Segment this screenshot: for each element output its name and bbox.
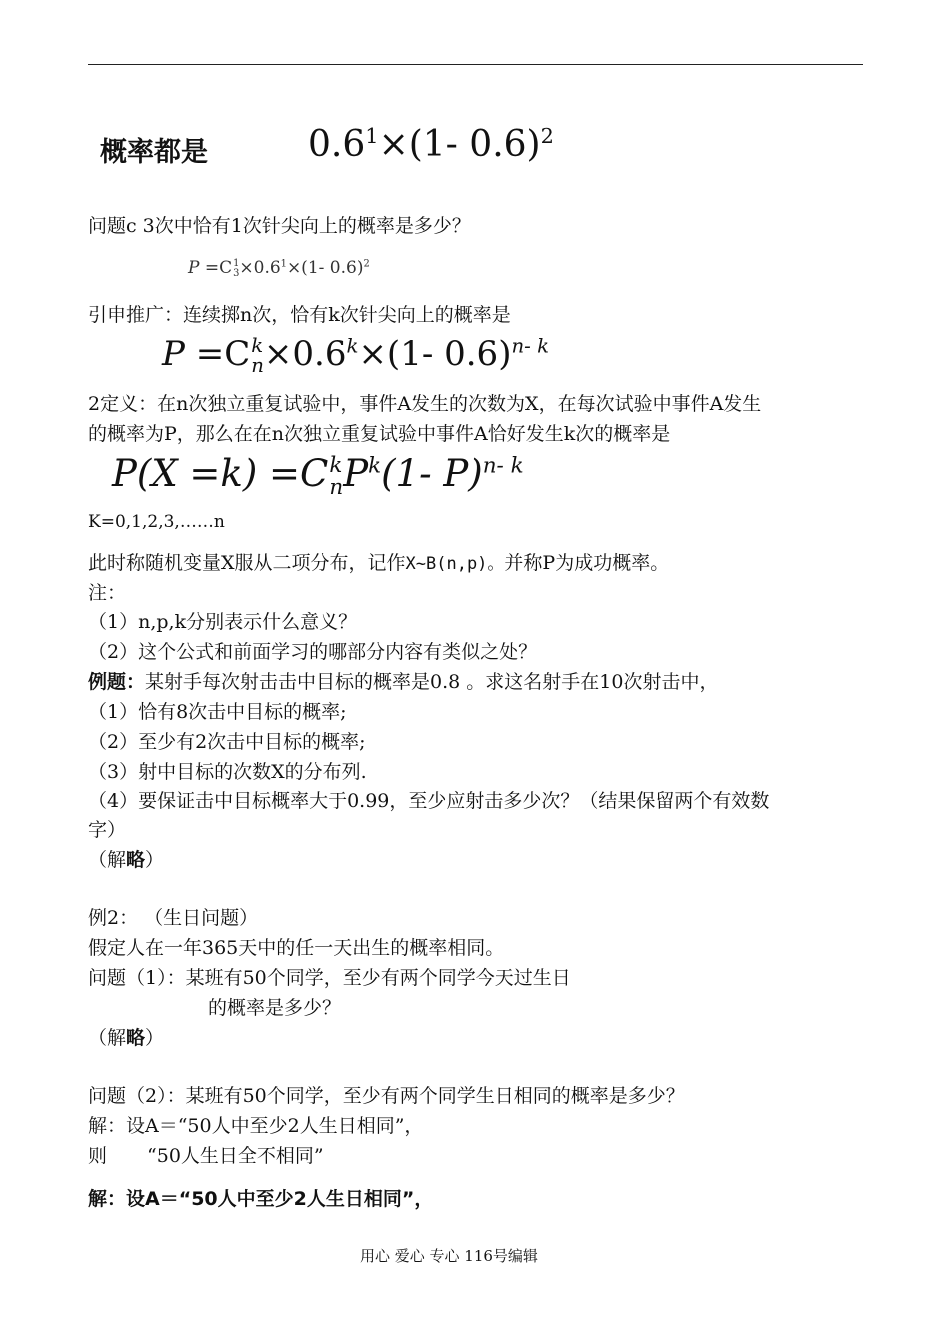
note-2: （2）这个公式和前面学习的哪部分内容有类似之处？ — [88, 641, 538, 663]
heading-label: 概率都是 — [100, 137, 208, 168]
definition-line-1: 2定义：在n次独立重复试验中，事件A发生的次数为X，在每次试验中事件A发生 — [88, 393, 762, 415]
definition-line-2: 的概率为P，那么在在n次独立重复试验中事件A恰好发生k次的概率是 — [88, 423, 671, 445]
header-rule — [88, 64, 863, 65]
example2-assumption: 假定人在一年365天中的任一天出生的概率相同。 — [88, 937, 505, 959]
example2-sol-1: 解：设A＝“50人中至少2人生日相同”， — [88, 1115, 424, 1137]
example2-q1-line-2: 的概率是多少？ — [208, 997, 342, 1019]
binomial-line: 此时称随机变量X服从二项分布，记作X~B(n,p)。并称P为成功概率。 — [88, 552, 670, 574]
example2-sol-bold: 解：设A＝“50人中至少2人生日相同”， — [88, 1188, 434, 1210]
example1-item: （4）要保证击中目标概率大于0.99，至少应射击多少次？（结果保留两个有效数 — [88, 790, 770, 812]
example1-item: 字） — [88, 819, 127, 841]
formula-binomial: P(X =k) =C k n $P^k(1-$ P)$^{n- k}$ — [112, 452, 524, 500]
page-footer: 用心 爱心 专心 116号编辑 — [360, 1247, 538, 1265]
note-label: 注： — [88, 582, 127, 604]
example1-intro: 例题：某射手每次射击击中目标的概率是0.8 。求这名射手在10次射击中， — [88, 671, 719, 693]
note-1: （1）n,p,k分别表示什么意义？ — [88, 611, 358, 633]
formula-general: P =C k n $\times 0.6^k\times(1-$ 0.6)$^{n- k}$ — [162, 334, 550, 377]
example2-q1-line-1: 问题（1）：某班有50个同学，至少有两个同学今天过生日 — [88, 967, 571, 989]
example1-item: （3）射中目标的次数X的分布列. — [88, 761, 367, 783]
question-c: 问题c 3次中恰有1次针尖向上的概率是多少？ — [88, 215, 471, 237]
k-range: K=0,1,2,3,……n — [88, 512, 225, 532]
example1-item: （2）至少有2次击中目标的概率; — [88, 731, 366, 753]
example1-solution: （解略） — [88, 849, 165, 871]
example2-q2: 问题（2）：某班有50个同学，至少有两个同学生日相同的概率是多少？ — [88, 1085, 685, 1107]
heading-formula: $0.6^1\times(1-$ 0.6)$^2$ — [308, 124, 554, 165]
extension-text: 引申推广：连续掷n次，恰有k次针尖向上的概率是 — [88, 304, 511, 326]
formula-c3: P =C 1 3 $\times 0.6^1\times(1-$ 0.6)$^2$ — [188, 257, 370, 279]
example2-sol-2: 则 “50人生日全不相同” — [88, 1145, 324, 1167]
example2-solution: （解略） — [88, 1027, 165, 1049]
example2-title: 例2： （生日问题） — [88, 907, 259, 929]
example1-item: （1）恰有8次击中目标的概率; — [88, 701, 347, 723]
